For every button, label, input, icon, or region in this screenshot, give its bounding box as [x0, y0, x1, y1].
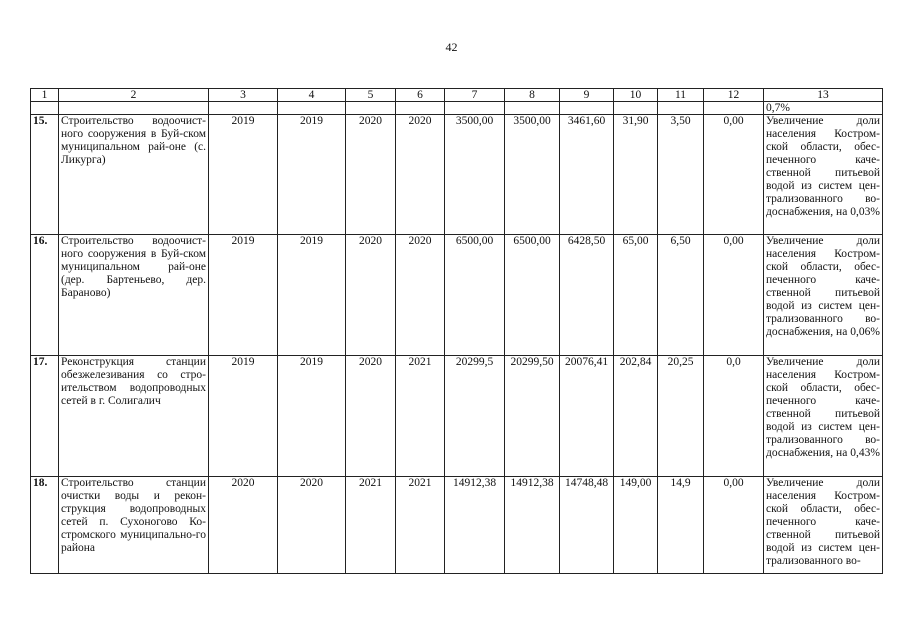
value-cell: 6428,50 [560, 235, 614, 356]
value-cell: 2019 [209, 115, 278, 235]
value-cell: 20299,50 [505, 356, 560, 477]
value-cell: 20076,41 [560, 356, 614, 477]
continuation-result: 0,7% [764, 102, 883, 115]
table-row [31, 115, 883, 235]
value-cell: 2020 [346, 235, 396, 356]
value-cell: 2019 [209, 235, 278, 356]
header-cell: 4 [278, 89, 346, 102]
value-cell: 20,25 [658, 356, 704, 477]
value-cell: 2019 [209, 356, 278, 477]
continuation-row [31, 102, 883, 115]
value-cell: 0,00 [704, 235, 764, 356]
value-cell: 0,00 [704, 115, 764, 235]
row-number: 16. [31, 235, 59, 356]
header-cell: 13 [764, 89, 883, 102]
value-cell: 2021 [396, 356, 445, 477]
header-cell: 2 [59, 89, 209, 102]
row-number: 18. [31, 477, 59, 574]
table-row [31, 235, 883, 356]
project-name: Строительство станции очистки воды и рекон-струкция водопроводных сетей п. Сухоногово Ко-стромского муниципально-го района [59, 477, 209, 574]
header-cell: 12 [704, 89, 764, 102]
value-cell: 149,00 [614, 477, 658, 574]
value-cell: 14748,48 [560, 477, 614, 574]
value-cell: 6500,00 [505, 235, 560, 356]
header-cell: 1 [31, 89, 59, 102]
header-cell: 6 [396, 89, 445, 102]
project-name: Реконструкция станции обезжелезивания со стро-ительством водопроводных сетей в г. Солигалич [59, 356, 209, 477]
header-cell: 10 [614, 89, 658, 102]
header-cell: 7 [445, 89, 505, 102]
header-cell: 11 [658, 89, 704, 102]
value-cell: 2019 [278, 115, 346, 235]
project-table [30, 88, 883, 574]
page-number: 42 [445, 40, 458, 54]
header-cell: 9 [560, 89, 614, 102]
value-cell: 3461,60 [560, 115, 614, 235]
value-cell: 20299,5 [445, 356, 505, 477]
value-cell: 202,84 [614, 356, 658, 477]
value-cell: 2020 [278, 477, 346, 574]
expected-result: Увеличение доли населения Костром-ской области, обес-печенного каче-ственной питьевой водой из систем цен-трализованного во-доснабжения, на 0,06% [764, 235, 883, 356]
expected-result: Увеличение доли населения Костром-ской области, обес-печенного каче-ственной питьевой водой из систем цен-трализованного во-доснабжения, на 0,03% [764, 115, 883, 235]
value-cell: 3500,00 [505, 115, 560, 235]
value-cell: 2019 [278, 235, 346, 356]
value-cell: 2021 [396, 477, 445, 574]
value-cell: 14912,38 [505, 477, 560, 574]
value-cell: 14912,38 [445, 477, 505, 574]
value-cell: 2020 [346, 356, 396, 477]
column-number-header [31, 89, 883, 102]
value-cell: 6,50 [658, 235, 704, 356]
value-cell: 3,50 [658, 115, 704, 235]
value-cell: 6500,00 [445, 235, 505, 356]
value-cell: 2020 [209, 477, 278, 574]
value-cell: 3500,00 [445, 115, 505, 235]
value-cell: 2020 [396, 235, 445, 356]
value-cell: 2020 [396, 115, 445, 235]
table-row [31, 356, 883, 477]
value-cell: 2021 [346, 477, 396, 574]
header-cell: 5 [346, 89, 396, 102]
header-cell: 3 [209, 89, 278, 102]
header-cell: 8 [505, 89, 560, 102]
expected-result: Увеличение доли населения Костром-ской области, обес-печенного каче-ственной питьевой водой из систем цен-трализованного во- [764, 477, 883, 574]
expected-result: Увеличение доли населения Костром-ской области, обес-печенного каче-ственной питьевой водой из систем цен-трализованного во-доснабжения, на 0,43% [764, 356, 883, 477]
value-cell: 0,00 [704, 477, 764, 574]
table-row [31, 477, 883, 574]
value-cell: 65,00 [614, 235, 658, 356]
project-name: Строительство водоочист-ного сооружения в Буй-ском муниципальном рай-оне (дер. Бартеньево, дер. Бараново) [59, 235, 209, 356]
value-cell: 0,0 [704, 356, 764, 477]
value-cell: 2020 [346, 115, 396, 235]
project-name: Строительство водоочист-ного сооружения в Буй-ском муниципальном рай-оне (с. Ликурга) [59, 115, 209, 235]
value-cell: 14,9 [658, 477, 704, 574]
row-number: 15. [31, 115, 59, 235]
value-cell: 31,90 [614, 115, 658, 235]
value-cell: 2019 [278, 356, 346, 477]
row-number: 17. [31, 356, 59, 477]
